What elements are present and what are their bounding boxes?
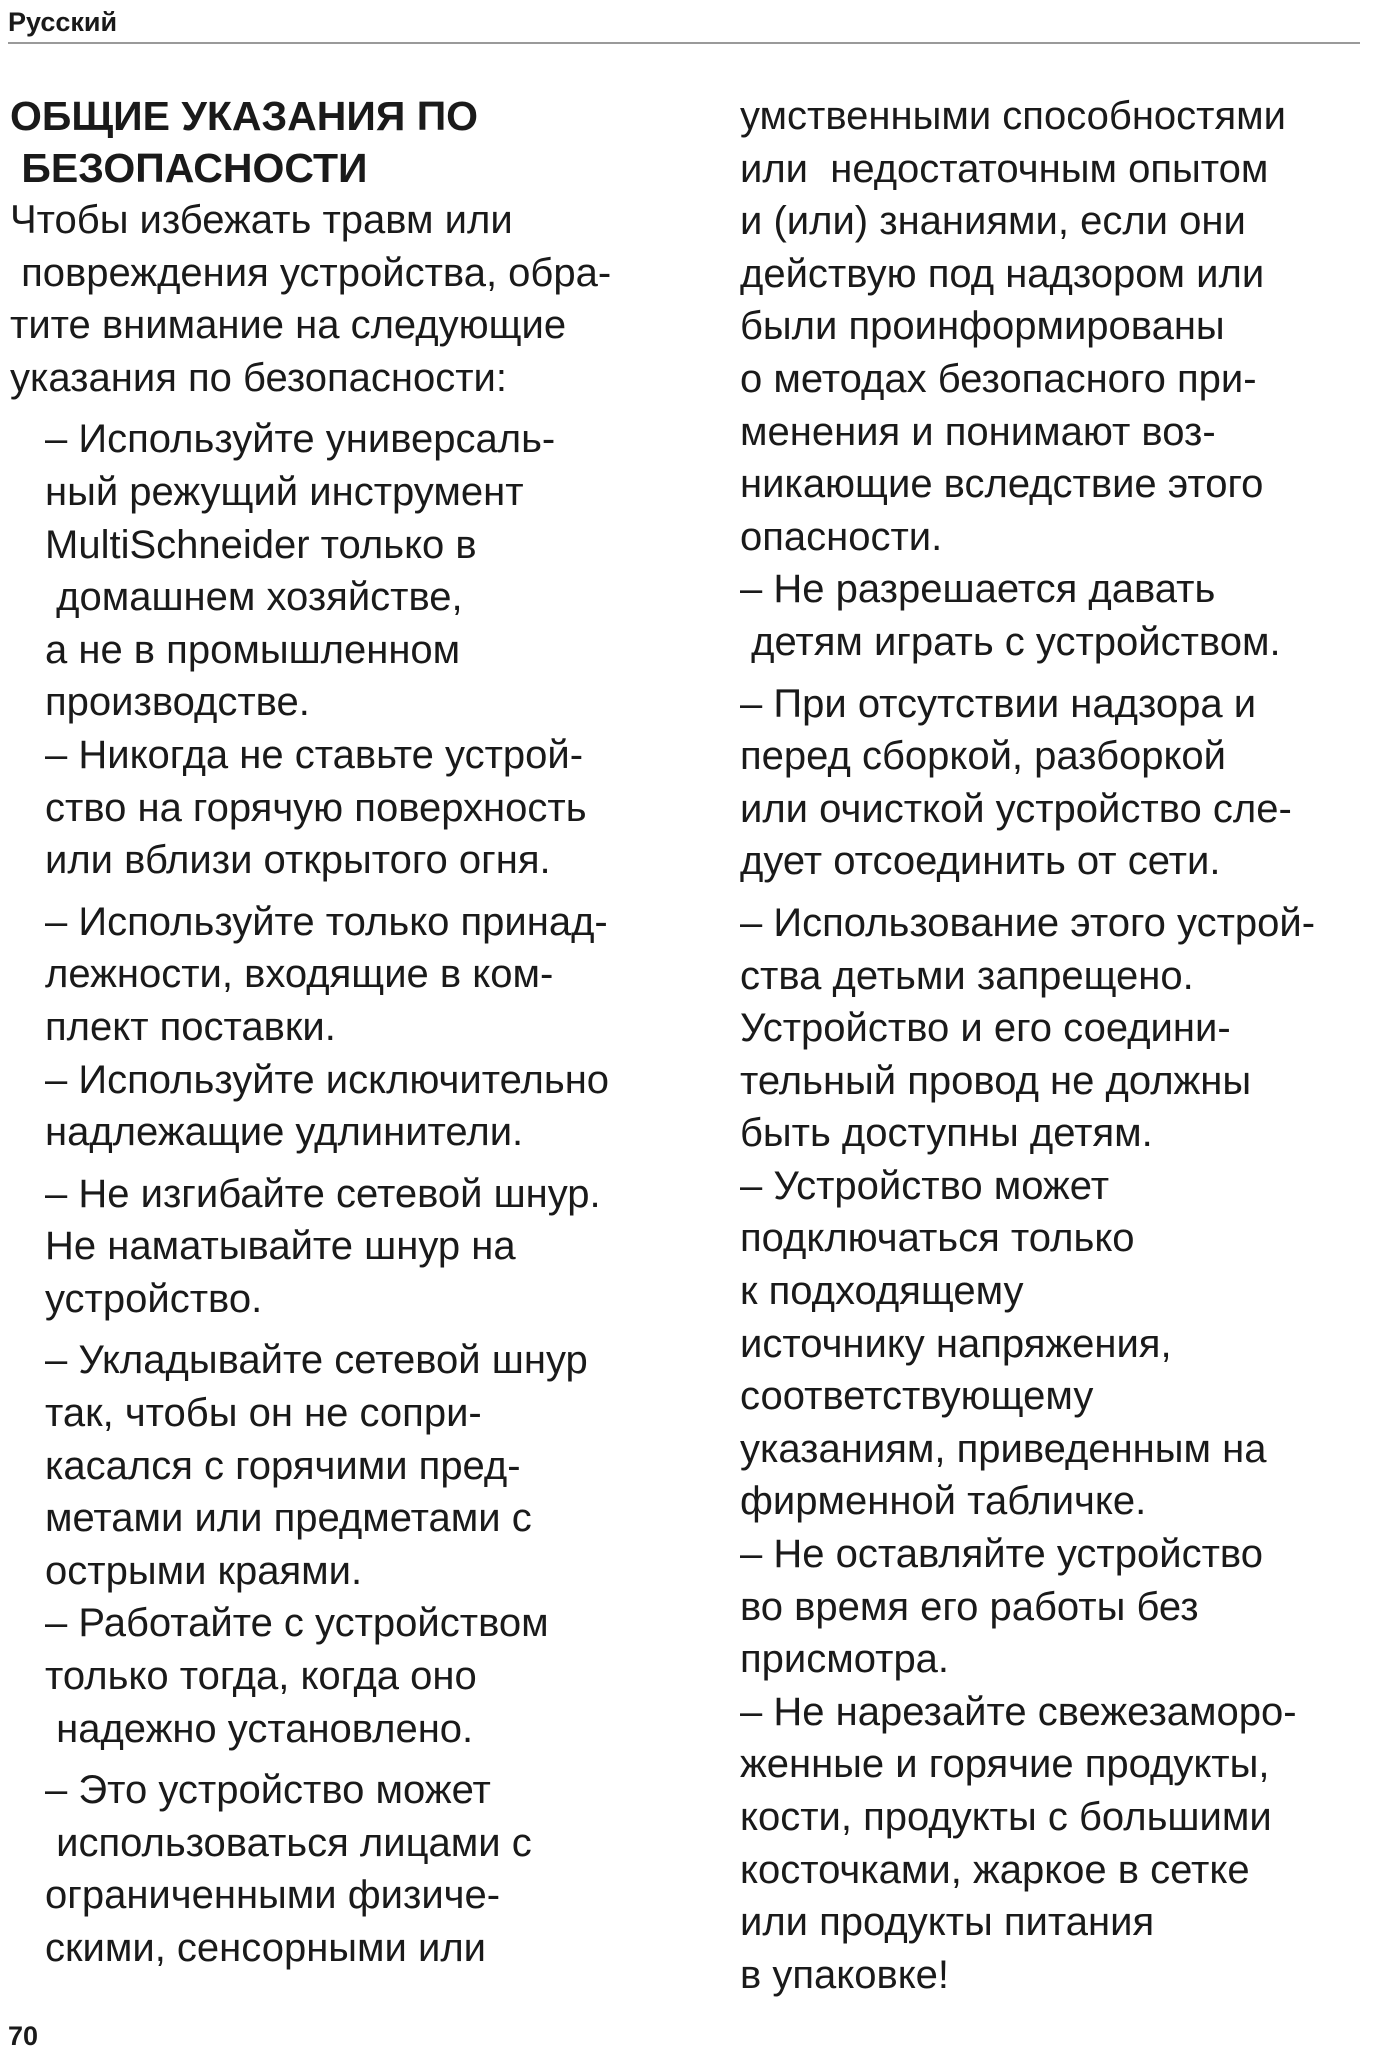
- safety-line: домашнем хозяйстве,: [45, 575, 463, 620]
- safety-line: умственными способностями: [740, 94, 1286, 138]
- safety-line: – Не изгибайте сетевой шнур.: [45, 1171, 601, 1216]
- safety-line: – Укладывайте сетевой шнур: [45, 1338, 588, 1383]
- safety-item: [10, 729, 710, 887]
- safety-line: Не наматывайте шнур на: [45, 1224, 516, 1269]
- safety-line: – Это устройство может: [45, 1768, 491, 1813]
- safety-item: [740, 90, 1370, 563]
- safety-line: или недостаточным опытом: [740, 146, 1269, 191]
- safety-line: о методах безопасного при-: [740, 356, 1257, 401]
- safety-item: [10, 413, 710, 729]
- safety-line: или очисткой устройство сле-: [740, 786, 1292, 831]
- safety-line: устройство.: [45, 1276, 263, 1321]
- intro-line: Чтобы избежать травм или: [10, 198, 513, 242]
- safety-item: [740, 1686, 1370, 2002]
- safety-item: [740, 678, 1370, 888]
- safety-line: никающие вследствие этого: [740, 462, 1264, 507]
- section-title: [10, 90, 710, 194]
- safety-line: к подходящему: [740, 1269, 1024, 1314]
- header-language-label: Русский: [8, 7, 118, 37]
- safety-line: надлежащие удлинители.: [45, 1110, 524, 1155]
- safety-line: присмотра.: [740, 1637, 950, 1682]
- safety-line: использоваться лицами с: [45, 1820, 532, 1865]
- safety-line: производстве.: [45, 680, 310, 725]
- safety-line: менения и понимают воз-: [740, 409, 1216, 454]
- header-divider: [8, 42, 1360, 44]
- safety-line: действую под надзором или: [740, 251, 1265, 296]
- safety-line: дует отсоединить от сети.: [740, 839, 1221, 884]
- safety-line: детям играть с устройством.: [740, 619, 1281, 664]
- safety-line: скими, сенсорными или: [45, 1926, 487, 1970]
- safety-line: – Используйте только принад-: [45, 899, 608, 944]
- safety-item: [10, 1054, 710, 1159]
- safety-item: [740, 1528, 1370, 1686]
- safety-line: указаниям, приведенным на: [740, 1426, 1267, 1471]
- safety-line: MultiSchneider только в: [45, 522, 477, 567]
- safety-line: ограниченными физиче-: [45, 1873, 501, 1918]
- safety-line: подключаться только: [740, 1216, 1135, 1261]
- safety-item: [740, 897, 1370, 1160]
- safety-line: ства детьми запрещено.: [740, 953, 1194, 998]
- safety-line: – Никогда не ставьте устрой-: [45, 732, 584, 777]
- safety-line: быть доступны детям.: [740, 1111, 1153, 1156]
- intro-line: тите внимание на следующие: [10, 303, 567, 348]
- safety-line: ство на горячую поверхность: [45, 785, 587, 830]
- safety-line: а не в промышленном: [45, 627, 461, 672]
- safety-line: или продукты питания: [740, 1900, 1155, 1945]
- safety-line: женные и горячие продукты,: [740, 1742, 1270, 1787]
- safety-line: – Не нарезайте свежезаморо-: [740, 1689, 1297, 1734]
- safety-line: во время его работы без: [740, 1584, 1199, 1629]
- safety-line: или вблизи открытого огня.: [45, 838, 551, 883]
- safety-line: надежно установлено.: [45, 1706, 474, 1751]
- safety-line: кости, продукты с большими: [740, 1795, 1272, 1839]
- safety-line: – Используйте универсаль-: [45, 417, 556, 462]
- safety-line: соответствующему: [740, 1374, 1094, 1419]
- safety-item: [10, 1597, 710, 1755]
- safety-line: лежности, входящие в ком-: [45, 952, 554, 997]
- safety-item: [10, 1334, 710, 1597]
- safety-line: только тогда, когда оно: [45, 1654, 477, 1699]
- safety-line: в упаковке!: [740, 1952, 950, 1997]
- safety-line: перед сборкой, разборкой: [740, 734, 1227, 779]
- safety-line: так, чтобы он не сопри-: [45, 1391, 482, 1436]
- safety-item: [10, 896, 710, 1054]
- safety-line: опасности.: [740, 514, 943, 559]
- safety-line: – При отсутствии надзора и: [740, 681, 1257, 726]
- safety-line: – Работайте с устройством: [45, 1601, 549, 1646]
- safety-line: плект поставки.: [45, 1004, 336, 1049]
- safety-line: – Не разрешается давать: [740, 567, 1216, 612]
- safety-line: – Устройство может: [740, 1163, 1110, 1208]
- left-column: [10, 90, 710, 1975]
- safety-line: ный режущий инструмент: [45, 469, 524, 514]
- page-number: 70: [8, 2021, 39, 2051]
- intro-paragraph: [10, 194, 710, 404]
- safety-line: и (или) знаниями, если они: [740, 199, 1246, 244]
- safety-line: косточками, жаркое в сетке: [740, 1847, 1250, 1892]
- safety-line: метами или предметами с: [45, 1496, 532, 1541]
- safety-line: источнику напряжения,: [740, 1321, 1172, 1366]
- safety-line: острыми краями.: [45, 1548, 363, 1593]
- title-line: ОБЩИЕ УКАЗАНИЯ ПО: [10, 93, 479, 139]
- safety-item: [10, 1764, 710, 1974]
- safety-line: – Используйте исключительно: [45, 1057, 610, 1102]
- right-column: [740, 90, 1370, 2001]
- safety-item: [10, 1168, 710, 1326]
- safety-line: касался с горячими пред-: [45, 1443, 521, 1488]
- safety-item: [740, 1160, 1370, 1528]
- safety-line: – Использование этого устрой-: [740, 900, 1316, 945]
- intro-line: указания по безопасности:: [10, 355, 507, 400]
- intro-line: повреждения устройства, обра-: [10, 250, 612, 295]
- safety-line: Устройство и его соедини-: [740, 1006, 1231, 1051]
- safety-line: были проинформированы: [740, 304, 1225, 349]
- safety-line: тельный провод не должны: [740, 1058, 1252, 1103]
- safety-item: [740, 563, 1370, 668]
- safety-line: – Не оставляйте устройство: [740, 1532, 1263, 1577]
- safety-line: фирменной табличке.: [740, 1479, 1147, 1524]
- title-line: БЕЗОПАСНОСТИ: [10, 145, 368, 191]
